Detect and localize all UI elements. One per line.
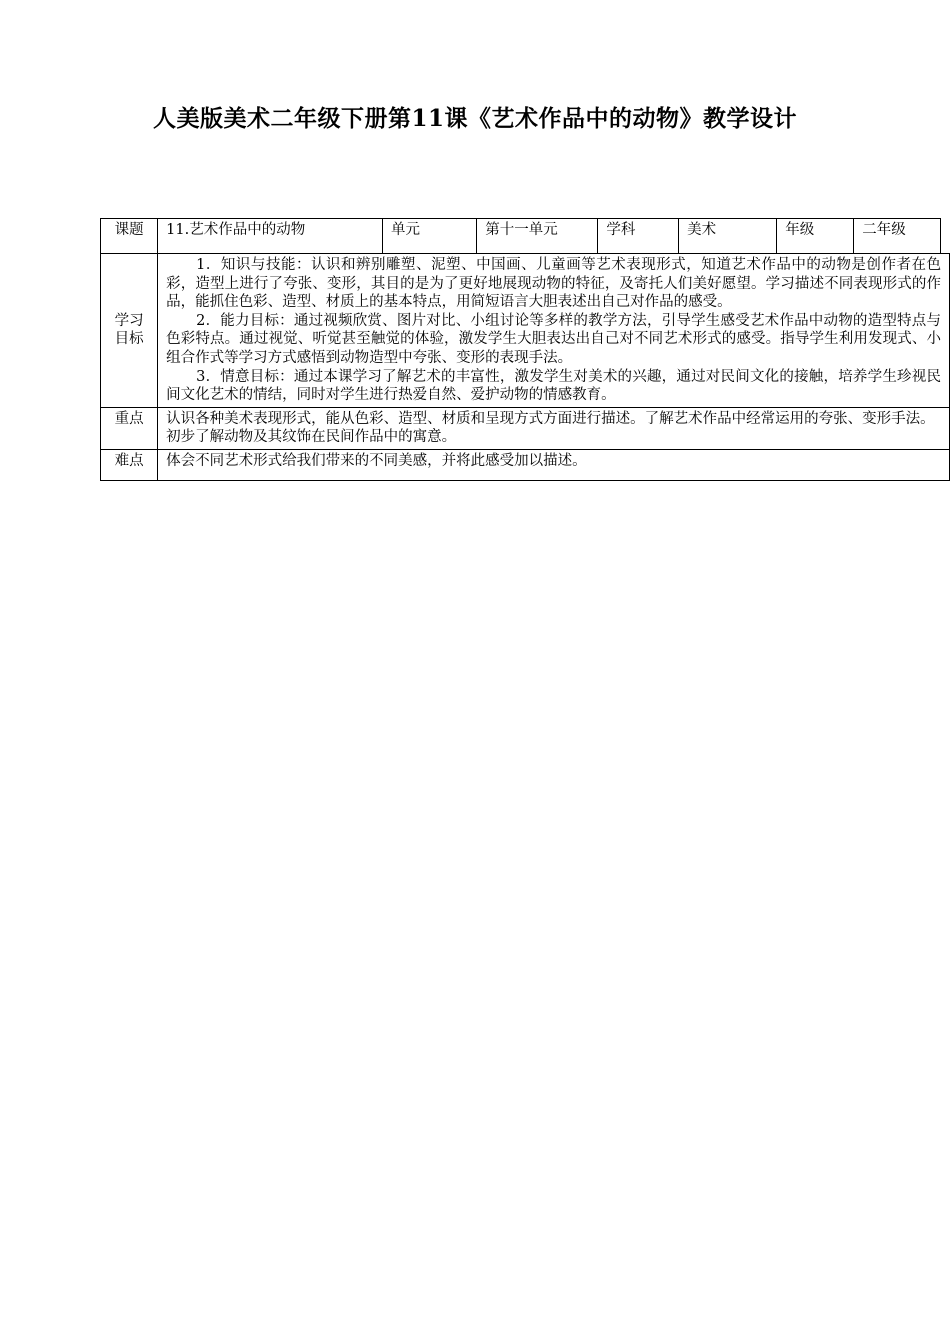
key-points-row bbox=[101, 407, 950, 449]
objectives-label bbox=[101, 254, 158, 408]
objective-emotion: 3．情意目标：通过本课学习了解艺术的丰富性，激发学生对美术的兴趣，通过对民间文化的接触，培养学生珍视民间文化艺术的情结，同时对学生进行热爱自然、爱护动物的情感教育。 bbox=[166, 368, 941, 404]
header-trailing-cell bbox=[940, 219, 949, 254]
objectives-row bbox=[101, 254, 950, 408]
key-points-text: 认识各种美术表现形式，能从色彩、造型、材质和呈现方式方面进行描述。了解艺术作品中经常运用的夸张、变形手法。初步了解动物及其纹饰在民间作品中的寓意。 bbox=[158, 407, 950, 449]
unit-label: 单元 bbox=[383, 219, 477, 254]
objective-knowledge: 1．知识与技能：认识和辨别雕塑、泥塑、中国画、儿童画等艺术表现形式，知道艺术作品中的动物是创作者在色彩，造型上进行了夸张、变形，其目的是为了更好地展现动物的特征，及寄托人们美好愿望。学习描述不同表现形式的作品，能抓住色彩、造型、材质上的基本特点，用简短语言大胆表述出自己对作品的感受。 bbox=[166, 257, 941, 311]
objectives-label-line1: 学习 bbox=[114, 312, 144, 329]
difficulties-text: 体会不同艺术形式给我们带来的不同美感，并将此感受加以描述。 bbox=[158, 449, 950, 480]
lesson-label: 课题 bbox=[101, 219, 158, 254]
page-title: 人美版美术二年级下册第11课《艺术作品中的动物》教学设计 bbox=[152, 105, 797, 132]
lesson-value: 11.艺术作品中的动物 bbox=[158, 219, 383, 254]
difficulties-row bbox=[101, 449, 950, 480]
objectives-content bbox=[158, 254, 950, 408]
difficulties-label: 难点 bbox=[101, 449, 158, 480]
lesson-plan-table bbox=[100, 218, 950, 481]
grade-label: 年级 bbox=[777, 219, 854, 254]
objectives-label-line2: 目标 bbox=[114, 331, 144, 348]
key-points-label: 重点 bbox=[101, 407, 158, 449]
table-header-row bbox=[101, 219, 950, 254]
objective-ability: 2．能力目标：通过视频欣赏、图片对比、小组讨论等多样的教学方法，引导学生感受艺术作品中动物的造型特点与色彩特点。通过视觉、听觉甚至触觉的体验，激发学生大胆表达出自己对不同艺术形式的感受。指导学生利用发现式、小组合作式等学习方式感悟到动物造型中夸张、变形的表现手法。 bbox=[166, 312, 941, 366]
subject-value: 美术 bbox=[679, 219, 777, 254]
grade-value: 二年级 bbox=[854, 219, 941, 254]
subject-label: 学科 bbox=[598, 219, 679, 254]
unit-value: 第十一单元 bbox=[477, 219, 598, 254]
